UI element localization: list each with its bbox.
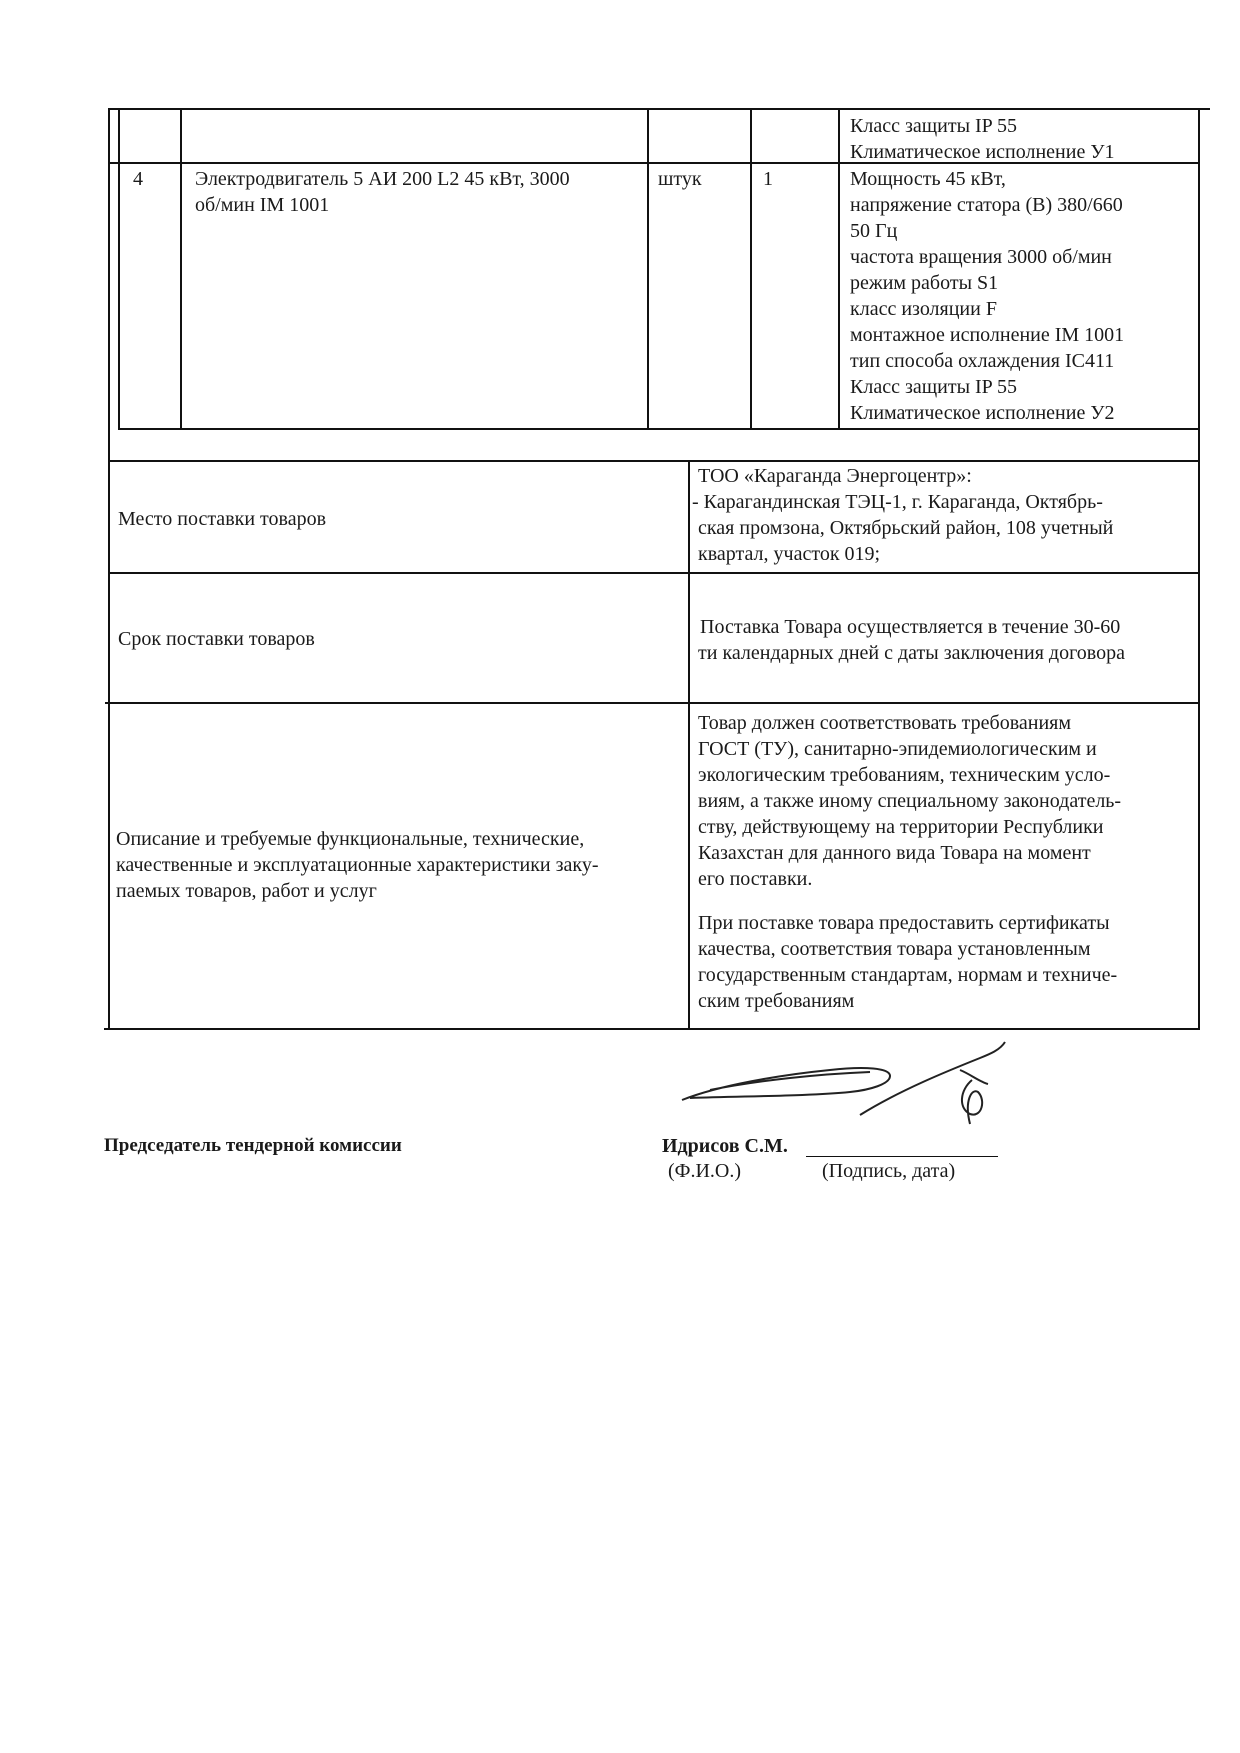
table-col-line: [118, 108, 120, 430]
delivery-term-line: Поставка Товара осуществляется в течение 30-60: [700, 616, 1121, 638]
spec-line: Климатическое исполнение У1: [850, 141, 1115, 163]
table-col-line: [688, 460, 690, 1030]
spec-line: Класс защиты IP 55: [850, 376, 1018, 398]
description-label-line: качественные и эксплуатационные характеристики заку-: [116, 854, 599, 876]
description-text-line: Казахстан для данного вида Товара на момент: [698, 842, 1091, 864]
table-border-left: [108, 108, 110, 1030]
table-col-line: [647, 108, 649, 430]
table-border-right: [1198, 430, 1200, 1030]
item-quantity: 1: [763, 168, 773, 190]
description-text-line: Товар должен соответствовать требованиям: [698, 712, 1072, 734]
description-text-line: ству, действующему на территории Республики: [698, 816, 1104, 838]
table-row-divider: [108, 460, 1200, 462]
description-text-line: экологическим требованиям, техническим усло-: [698, 764, 1111, 786]
handwritten-signature: [660, 1030, 1020, 1140]
table-border-bottom: [104, 1028, 1200, 1030]
item-name-line: об/мин IM 1001: [195, 194, 330, 216]
description-text-line: ским требованиям: [698, 990, 855, 1012]
spec-line: 50 Гц: [850, 220, 898, 242]
table-row-divider: [108, 572, 1200, 574]
table-border-top: [110, 108, 1210, 110]
table-col-line: [838, 108, 840, 430]
item-unit: штук: [658, 168, 702, 190]
spec-line: тип способа охлаждения IC411: [850, 350, 1115, 372]
delivery-place-line: ТОО «Караганда Энергоцентр»:: [698, 465, 972, 487]
signatory-name: Идрисов С.М.: [662, 1135, 788, 1157]
spec-line: монтажное исполнение IM 1001: [850, 324, 1125, 346]
signature-line: [806, 1156, 998, 1157]
description-text-line: виям, а также иному специальному законодатель-: [698, 790, 1122, 812]
description-text-line: При поставке товара предоставить сертификаты: [698, 912, 1110, 934]
item-name-line: Электродвигатель 5 АИ 200 L2 45 кВт, 3000: [195, 168, 570, 190]
spec-line: класс изоляции F: [850, 298, 997, 320]
delivery-term-line: ти календарных дней с даты заключения договора: [698, 642, 1125, 664]
row-number: 4: [133, 168, 143, 190]
delivery-place-line: квартал, участок 019;: [698, 543, 881, 565]
delivery-term-label: Срок поставки товаров: [118, 628, 315, 650]
delivery-place-label: Место поставки товаров: [118, 508, 327, 530]
description-label-line: паемых товаров, работ и услуг: [116, 880, 377, 902]
description-text-line: качества, соответствия товара установленным: [698, 938, 1091, 960]
description-text-line: государственным стандартам, нормам и техниче-: [698, 964, 1118, 986]
table-col-line: [750, 108, 752, 430]
spec-line: Класс защиты IP 55: [850, 115, 1018, 137]
table-row-divider: [105, 702, 1200, 704]
spec-line: режим работы S1: [850, 272, 999, 294]
description-text-line: его поставки.: [698, 868, 813, 890]
caption-fio: (Ф.И.О.): [668, 1160, 742, 1182]
signatory-position: Председатель тендерной комиссии: [104, 1135, 402, 1156]
spec-line: Мощность 45 кВт,: [850, 168, 1006, 190]
description-text-line: ГОСТ (ТУ), санитарно-эпидемиологическим и: [698, 738, 1097, 760]
spec-line: частота вращения 3000 об/мин: [850, 246, 1112, 268]
table-col-line: [180, 108, 182, 430]
delivery-place-line: ская промзона, Октябрьский район, 108 учетный: [698, 517, 1114, 539]
delivery-place-line: - Карагандинская ТЭЦ-1, г. Караганда, Октябрь-: [692, 491, 1103, 513]
spec-line: напряжение статора (В) 380/660: [850, 194, 1123, 216]
table-border-bottom: [118, 428, 1200, 430]
description-label-line: Описание и требуемые функциональные, технические,: [116, 828, 585, 850]
table-col-line: [1198, 108, 1200, 430]
caption-signature-date: (Подпись, дата): [822, 1160, 956, 1182]
spec-line: Климатическое исполнение У2: [850, 402, 1115, 424]
